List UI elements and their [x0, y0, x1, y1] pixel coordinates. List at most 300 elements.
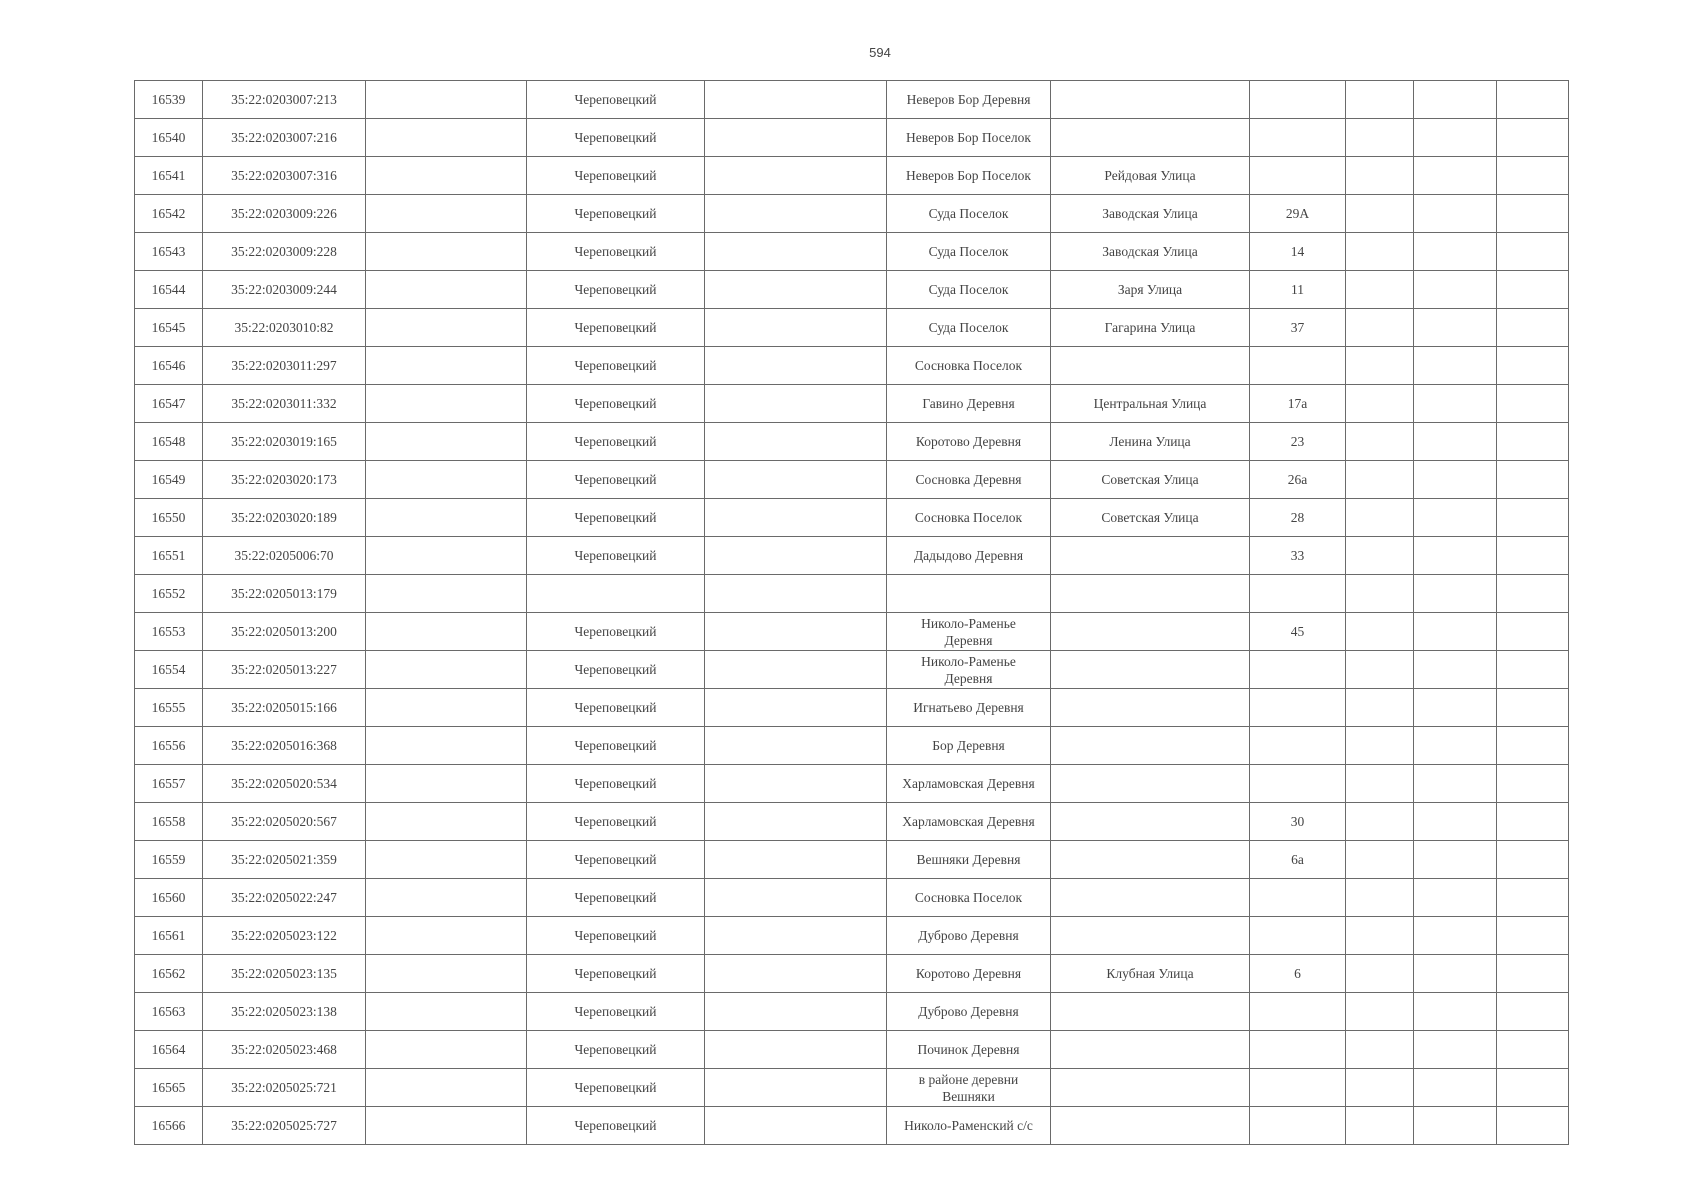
cell-settlement: Николо-Раменье Деревня: [887, 651, 1051, 689]
cell-col-3: [366, 157, 527, 195]
cell-col-11: [1497, 1031, 1569, 1069]
cell-col-10: [1414, 575, 1497, 613]
cell-street: Советская Улица: [1051, 499, 1250, 537]
cell-cadastral-number: 35:22:0203011:332: [203, 385, 366, 423]
cell-col-5: [705, 993, 887, 1031]
cell-col-3: [366, 347, 527, 385]
cell-col-9: [1346, 499, 1414, 537]
table-row: [135, 157, 1569, 195]
cell-street: [1051, 917, 1250, 955]
cell-col-5: [705, 271, 887, 309]
cell-house-number: 26а: [1250, 461, 1346, 499]
cell-col-11: [1497, 195, 1569, 233]
cell-col-5: [705, 575, 887, 613]
cell-settlement: Игнатьево Деревня: [887, 689, 1051, 727]
cell-settlement: Дуброво Деревня: [887, 917, 1051, 955]
cell-house-number: [1250, 119, 1346, 157]
cell-street: [1051, 993, 1250, 1031]
table-row: [135, 803, 1569, 841]
cell-house-number: 17а: [1250, 385, 1346, 423]
cell-house-number: 28: [1250, 499, 1346, 537]
table-row: [135, 347, 1569, 385]
cell-cadastral-number: 35:22:0203009:244: [203, 271, 366, 309]
cell-street: Заводская Улица: [1051, 195, 1250, 233]
cell-col-10: [1414, 423, 1497, 461]
cell-row-number: 16549: [135, 461, 203, 499]
cell-cadastral-number: 35:22:0205025:727: [203, 1107, 366, 1145]
cell-district: Череповецкий: [527, 1107, 705, 1145]
cell-col-10: [1414, 689, 1497, 727]
cell-row-number: 16546: [135, 347, 203, 385]
cell-district: Череповецкий: [527, 233, 705, 271]
cell-col-10: [1414, 499, 1497, 537]
cell-row-number: 16540: [135, 119, 203, 157]
cell-house-number: [1250, 1031, 1346, 1069]
cell-cadastral-number: 35:22:0203009:228: [203, 233, 366, 271]
table-row: [135, 613, 1569, 651]
cell-col-3: [366, 575, 527, 613]
table-row: [135, 765, 1569, 803]
cell-row-number: 16558: [135, 803, 203, 841]
cell-street: [1051, 575, 1250, 613]
cell-district: Череповецкий: [527, 271, 705, 309]
cell-house-number: [1250, 993, 1346, 1031]
cell-house-number: 30: [1250, 803, 1346, 841]
cell-col-9: [1346, 347, 1414, 385]
cell-col-9: [1346, 233, 1414, 271]
table-row: [135, 385, 1569, 423]
cell-col-11: [1497, 1069, 1569, 1107]
cell-cadastral-number: 35:22:0203011:297: [203, 347, 366, 385]
table-row: [135, 727, 1569, 765]
cell-row-number: 16547: [135, 385, 203, 423]
cell-house-number: 33: [1250, 537, 1346, 575]
cell-district: Череповецкий: [527, 841, 705, 879]
cell-col-5: [705, 613, 887, 651]
cell-row-number: 16539: [135, 81, 203, 119]
cell-col-3: [366, 385, 527, 423]
cell-settlement: Харламовская Деревня: [887, 765, 1051, 803]
table-row: [135, 233, 1569, 271]
cell-row-number: 16550: [135, 499, 203, 537]
cell-settlement: Дадыдово Деревня: [887, 537, 1051, 575]
cell-col-3: [366, 879, 527, 917]
cell-district: Череповецкий: [527, 119, 705, 157]
cell-house-number: [1250, 879, 1346, 917]
cell-col-9: [1346, 309, 1414, 347]
cell-col-3: [366, 1031, 527, 1069]
table-row: [135, 423, 1569, 461]
cell-street: [1051, 537, 1250, 575]
cell-settlement: Коротово Деревня: [887, 423, 1051, 461]
cell-col-10: [1414, 993, 1497, 1031]
page-number: 594: [869, 45, 891, 60]
cell-col-10: [1414, 955, 1497, 993]
cell-settlement: Неверов Бор Деревня: [887, 81, 1051, 119]
cell-district: Череповецкий: [527, 993, 705, 1031]
cell-row-number: 16552: [135, 575, 203, 613]
cell-col-9: [1346, 879, 1414, 917]
cell-col-3: [366, 81, 527, 119]
cell-row-number: 16557: [135, 765, 203, 803]
cell-col-11: [1497, 917, 1569, 955]
cell-street: Рейдовая Улица: [1051, 157, 1250, 195]
cell-col-9: [1346, 689, 1414, 727]
cell-col-3: [366, 271, 527, 309]
cell-cadastral-number: 35:22:0205020:567: [203, 803, 366, 841]
cell-col-5: [705, 917, 887, 955]
cell-house-number: 11: [1250, 271, 1346, 309]
cell-col-5: [705, 765, 887, 803]
cell-row-number: 16563: [135, 993, 203, 1031]
cell-col-9: [1346, 575, 1414, 613]
cell-house-number: [1250, 765, 1346, 803]
cell-district: Череповецкий: [527, 1031, 705, 1069]
cell-cadastral-number: 35:22:0205022:247: [203, 879, 366, 917]
cell-cadastral-number: 35:22:0205023:468: [203, 1031, 366, 1069]
cell-district: Череповецкий: [527, 347, 705, 385]
cell-settlement: Суда Поселок: [887, 309, 1051, 347]
cell-col-3: [366, 993, 527, 1031]
table-row: [135, 651, 1569, 689]
table-row: [135, 1107, 1569, 1145]
cell-settlement: Сосновка Поселок: [887, 879, 1051, 917]
cell-col-11: [1497, 1107, 1569, 1145]
cell-col-5: [705, 309, 887, 347]
cell-row-number: 16545: [135, 309, 203, 347]
cell-district: Череповецкий: [527, 651, 705, 689]
cell-house-number: [1250, 917, 1346, 955]
cell-row-number: 16543: [135, 233, 203, 271]
cell-col-10: [1414, 1107, 1497, 1145]
cell-col-5: [705, 1107, 887, 1145]
cell-col-5: [705, 423, 887, 461]
cell-house-number: 6а: [1250, 841, 1346, 879]
cell-col-5: [705, 689, 887, 727]
cell-col-3: [366, 955, 527, 993]
cell-house-number: [1250, 727, 1346, 765]
cell-district: Череповецкий: [527, 309, 705, 347]
cell-col-9: [1346, 195, 1414, 233]
cell-street: [1051, 81, 1250, 119]
cell-col-11: [1497, 271, 1569, 309]
cell-row-number: 16556: [135, 727, 203, 765]
cell-col-11: [1497, 537, 1569, 575]
cell-col-3: [366, 1069, 527, 1107]
cell-cadastral-number: 35:22:0203020:189: [203, 499, 366, 537]
cell-street: [1051, 803, 1250, 841]
cell-col-9: [1346, 423, 1414, 461]
cell-col-3: [366, 917, 527, 955]
cell-cadastral-number: 35:22:0205013:200: [203, 613, 366, 651]
cell-settlement: Николо-Раменье Деревня: [887, 613, 1051, 651]
cell-cadastral-number: 35:22:0203009:226: [203, 195, 366, 233]
cell-col-10: [1414, 119, 1497, 157]
cell-district: Череповецкий: [527, 537, 705, 575]
table-row: [135, 689, 1569, 727]
cell-col-11: [1497, 233, 1569, 271]
cell-street: [1051, 119, 1250, 157]
cell-col-3: [366, 651, 527, 689]
cell-col-5: [705, 537, 887, 575]
cell-col-9: [1346, 651, 1414, 689]
cell-district: Череповецкий: [527, 955, 705, 993]
cell-col-10: [1414, 917, 1497, 955]
table-row: [135, 81, 1569, 119]
cell-district: Череповецкий: [527, 879, 705, 917]
cell-col-9: [1346, 765, 1414, 803]
cell-col-3: [366, 233, 527, 271]
cell-col-11: [1497, 993, 1569, 1031]
cell-street: [1051, 879, 1250, 917]
cell-street: [1051, 841, 1250, 879]
cell-cadastral-number: 35:22:0205016:368: [203, 727, 366, 765]
cell-col-5: [705, 347, 887, 385]
cell-cadastral-number: 35:22:0205023:135: [203, 955, 366, 993]
cell-street: [1051, 1107, 1250, 1145]
cell-settlement: [887, 575, 1051, 613]
cell-district: Череповецкий: [527, 499, 705, 537]
cell-col-3: [366, 727, 527, 765]
cell-cadastral-number: 35:22:0205013:227: [203, 651, 366, 689]
cell-col-10: [1414, 1031, 1497, 1069]
cell-col-9: [1346, 81, 1414, 119]
cell-cadastral-number: 35:22:0205021:359: [203, 841, 366, 879]
cell-col-11: [1497, 879, 1569, 917]
cell-col-10: [1414, 841, 1497, 879]
cell-district: Череповецкий: [527, 727, 705, 765]
cell-col-5: [705, 1069, 887, 1107]
cell-street: Центральная Улица: [1051, 385, 1250, 423]
cell-col-10: [1414, 309, 1497, 347]
cell-col-11: [1497, 461, 1569, 499]
cell-col-3: [366, 461, 527, 499]
cell-col-9: [1346, 461, 1414, 499]
cell-col-11: [1497, 119, 1569, 157]
cell-cadastral-number: 35:22:0205006:70: [203, 537, 366, 575]
cell-settlement: Суда Поселок: [887, 271, 1051, 309]
cell-street: [1051, 613, 1250, 651]
cell-cadastral-number: 35:22:0205023:122: [203, 917, 366, 955]
cell-cadastral-number: 35:22:0205023:138: [203, 993, 366, 1031]
cell-col-3: [366, 765, 527, 803]
cell-district: Череповецкий: [527, 613, 705, 651]
cell-row-number: 16551: [135, 537, 203, 575]
cell-cadastral-number: 35:22:0205025:721: [203, 1069, 366, 1107]
cell-col-9: [1346, 955, 1414, 993]
cell-col-5: [705, 499, 887, 537]
cell-col-10: [1414, 195, 1497, 233]
cell-settlement: Суда Поселок: [887, 233, 1051, 271]
cell-col-9: [1346, 1031, 1414, 1069]
cell-district: Череповецкий: [527, 689, 705, 727]
cell-col-3: [366, 689, 527, 727]
cell-cadastral-number: 35:22:0203010:82: [203, 309, 366, 347]
cell-col-11: [1497, 157, 1569, 195]
cell-settlement: Гавино Деревня: [887, 385, 1051, 423]
cell-district: Череповецкий: [527, 195, 705, 233]
cell-cadastral-number: 35:22:0203007:216: [203, 119, 366, 157]
cell-col-5: [705, 461, 887, 499]
cell-col-11: [1497, 689, 1569, 727]
cell-col-5: [705, 651, 887, 689]
cell-col-11: [1497, 955, 1569, 993]
cell-col-10: [1414, 385, 1497, 423]
cell-row-number: 16564: [135, 1031, 203, 1069]
cell-col-10: [1414, 461, 1497, 499]
cell-street: Заводская Улица: [1051, 233, 1250, 271]
cell-district: Череповецкий: [527, 423, 705, 461]
cell-house-number: [1250, 1107, 1346, 1145]
cell-settlement: Бор Деревня: [887, 727, 1051, 765]
cell-col-10: [1414, 727, 1497, 765]
cell-col-10: [1414, 1069, 1497, 1107]
cell-district: Череповецкий: [527, 765, 705, 803]
cell-cadastral-number: 35:22:0205015:166: [203, 689, 366, 727]
cell-col-9: [1346, 119, 1414, 157]
cell-settlement: Дуброво Деревня: [887, 993, 1051, 1031]
cell-street: Советская Улица: [1051, 461, 1250, 499]
cell-col-11: [1497, 613, 1569, 651]
cell-house-number: [1250, 1069, 1346, 1107]
cell-col-9: [1346, 727, 1414, 765]
cell-col-9: [1346, 803, 1414, 841]
cell-district: [527, 575, 705, 613]
cell-col-10: [1414, 233, 1497, 271]
cell-district: Череповецкий: [527, 385, 705, 423]
table-row: [135, 993, 1569, 1031]
cell-col-9: [1346, 385, 1414, 423]
cell-col-10: [1414, 81, 1497, 119]
cell-col-11: [1497, 423, 1569, 461]
table-row: [135, 461, 1569, 499]
cell-col-3: [366, 309, 527, 347]
cell-col-5: [705, 1031, 887, 1069]
cell-district: Череповецкий: [527, 1069, 705, 1107]
cell-col-9: [1346, 993, 1414, 1031]
cell-col-11: [1497, 651, 1569, 689]
cell-house-number: [1250, 347, 1346, 385]
table-row: [135, 917, 1569, 955]
cell-col-5: [705, 157, 887, 195]
cell-street: [1051, 1069, 1250, 1107]
cell-row-number: 16562: [135, 955, 203, 993]
cell-house-number: 23: [1250, 423, 1346, 461]
table-row: [135, 841, 1569, 879]
cell-col-5: [705, 879, 887, 917]
cell-col-11: [1497, 727, 1569, 765]
cell-house-number: [1250, 689, 1346, 727]
cell-house-number: 14: [1250, 233, 1346, 271]
cell-col-9: [1346, 841, 1414, 879]
cell-settlement: Вешняки Деревня: [887, 841, 1051, 879]
cell-col-9: [1346, 1069, 1414, 1107]
cell-col-9: [1346, 613, 1414, 651]
cell-settlement: Сосновка Деревня: [887, 461, 1051, 499]
cell-house-number: 29А: [1250, 195, 1346, 233]
cell-col-5: [705, 803, 887, 841]
table-row: [135, 271, 1569, 309]
cell-col-10: [1414, 765, 1497, 803]
cell-house-number: [1250, 81, 1346, 119]
cell-street: Гагарина Улица: [1051, 309, 1250, 347]
cell-cadastral-number: 35:22:0205020:534: [203, 765, 366, 803]
table-row: [135, 879, 1569, 917]
cell-settlement: Неверов Бор Поселок: [887, 119, 1051, 157]
cell-col-9: [1346, 1107, 1414, 1145]
cell-street: [1051, 765, 1250, 803]
cell-col-11: [1497, 575, 1569, 613]
cell-col-11: [1497, 81, 1569, 119]
cell-settlement: в районе деревни Вешняки: [887, 1069, 1051, 1107]
cell-house-number: 6: [1250, 955, 1346, 993]
cell-col-3: [366, 195, 527, 233]
cell-district: Череповецкий: [527, 157, 705, 195]
cell-col-5: [705, 385, 887, 423]
cell-row-number: 16548: [135, 423, 203, 461]
cell-col-3: [366, 499, 527, 537]
cell-col-9: [1346, 537, 1414, 575]
cell-row-number: 16544: [135, 271, 203, 309]
cell-row-number: 16559: [135, 841, 203, 879]
cell-street: [1051, 1031, 1250, 1069]
cell-col-3: [366, 613, 527, 651]
cell-col-3: [366, 841, 527, 879]
cell-house-number: [1250, 651, 1346, 689]
cell-col-11: [1497, 309, 1569, 347]
cell-col-10: [1414, 803, 1497, 841]
cell-street: Заря Улица: [1051, 271, 1250, 309]
cell-col-5: [705, 195, 887, 233]
cell-cadastral-number: 35:22:0203019:165: [203, 423, 366, 461]
cell-col-5: [705, 727, 887, 765]
registry-table: [134, 80, 1569, 1145]
cell-cadastral-number: 35:22:0205013:179: [203, 575, 366, 613]
cell-settlement: Починок Деревня: [887, 1031, 1051, 1069]
cell-row-number: 16565: [135, 1069, 203, 1107]
cell-district: Череповецкий: [527, 461, 705, 499]
cell-row-number: 16560: [135, 879, 203, 917]
cell-col-3: [366, 423, 527, 461]
cell-district: Череповецкий: [527, 917, 705, 955]
cell-col-3: [366, 803, 527, 841]
cell-settlement: Сосновка Поселок: [887, 499, 1051, 537]
table-body: [135, 81, 1569, 1145]
cell-col-10: [1414, 347, 1497, 385]
cell-col-11: [1497, 841, 1569, 879]
cell-col-10: [1414, 879, 1497, 917]
cell-col-10: [1414, 651, 1497, 689]
cell-col-10: [1414, 271, 1497, 309]
cell-cadastral-number: 35:22:0203020:173: [203, 461, 366, 499]
cell-street: Ленина Улица: [1051, 423, 1250, 461]
table-row: [135, 195, 1569, 233]
cell-col-5: [705, 841, 887, 879]
cell-col-11: [1497, 803, 1569, 841]
cell-col-11: [1497, 765, 1569, 803]
cell-row-number: 16541: [135, 157, 203, 195]
cell-col-11: [1497, 347, 1569, 385]
cell-settlement: Николо-Раменский с/с: [887, 1107, 1051, 1145]
cell-house-number: 45: [1250, 613, 1346, 651]
cell-col-5: [705, 233, 887, 271]
cell-col-5: [705, 119, 887, 157]
cell-cadastral-number: 35:22:0203007:213: [203, 81, 366, 119]
cell-col-11: [1497, 499, 1569, 537]
cell-col-10: [1414, 157, 1497, 195]
cell-settlement: Суда Поселок: [887, 195, 1051, 233]
cell-col-9: [1346, 157, 1414, 195]
